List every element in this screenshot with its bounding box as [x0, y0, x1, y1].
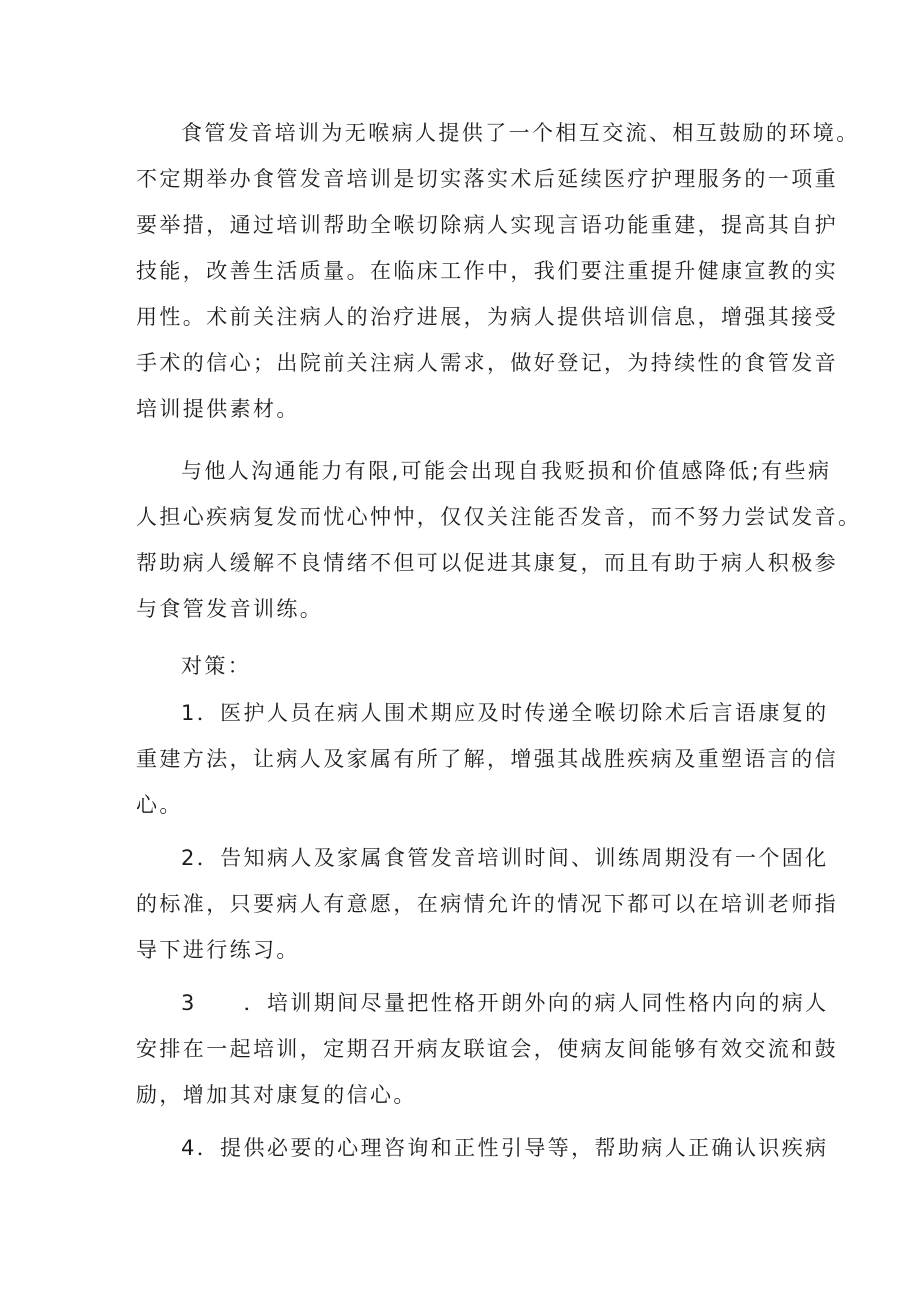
- heading-line: 对策：: [181, 654, 252, 678]
- paragraph-line: 要举措，通过培训帮助全喉切除病人实现言语功能重建，提高其自护: [136, 213, 838, 237]
- list-item-line: 2．告知病人及家属食管发音培训时间、训练周期没有一个固化: [181, 846, 829, 870]
- list-item-line: 3 ．培训期间尽量把性格开朗外向的病人同性格内向的病人: [181, 991, 829, 1015]
- paragraph-line: 与食管发音训练。: [136, 597, 324, 621]
- paragraph-line: 与他人沟通能力有限,可能会出现自我贬损和价值感降低;有些病: [181, 459, 832, 483]
- list-item-line: 导下进行练习。: [136, 938, 300, 962]
- paragraph-line: 帮助病人缓解不良情绪不但可以促进其康复，而且有助于病人积极参: [136, 551, 838, 575]
- paragraph-line: 人担心疾病复发而忧心忡忡，仅仅关注能否发音，而不努力尝试发音。: [136, 505, 862, 529]
- paragraph-line: 不定期举办食管发音培训是切实落实术后延续医疗护理服务的一项重: [136, 167, 838, 191]
- list-item-line: 1．医护人员在病人围术期应及时传递全喉切除术后言语康复的: [181, 701, 829, 725]
- paragraph-line: 培训提供素材。: [136, 397, 300, 421]
- list-item-line: 励，增加其对康复的信心。: [136, 1083, 417, 1107]
- list-item-line: 4．提供必要的心理咨询和正性引导等，帮助病人正确认识疾病: [181, 1136, 829, 1160]
- paragraph-line: 用性。术前关注病人的治疗进展，为病人提供培训信息，增强其接受: [136, 305, 838, 329]
- list-item-line: 安排在一起培训，定期召开病友联谊会，使病友间能够有效交流和鼓: [136, 1037, 838, 1061]
- paragraph-line: 食管发音培训为无喉病人提供了一个相互交流、相互鼓励的环境。: [181, 121, 860, 145]
- list-item-line: 的标准，只要病人有意愿，在病情允许的情况下都可以在培训老师指: [136, 892, 838, 916]
- paragraph-line: 技能，改善生活质量。在临床工作中，我们要注重提升健康宣教的实: [136, 259, 838, 283]
- paragraph-line: 手术的信心；出院前关注病人需求，做好登记，为持续性的食管发音: [136, 351, 838, 375]
- list-item-line: 心。: [136, 793, 183, 817]
- list-item-line: 重建方法，让病人及家属有所了解，增强其战胜疾病及重塑语言的信: [136, 747, 838, 771]
